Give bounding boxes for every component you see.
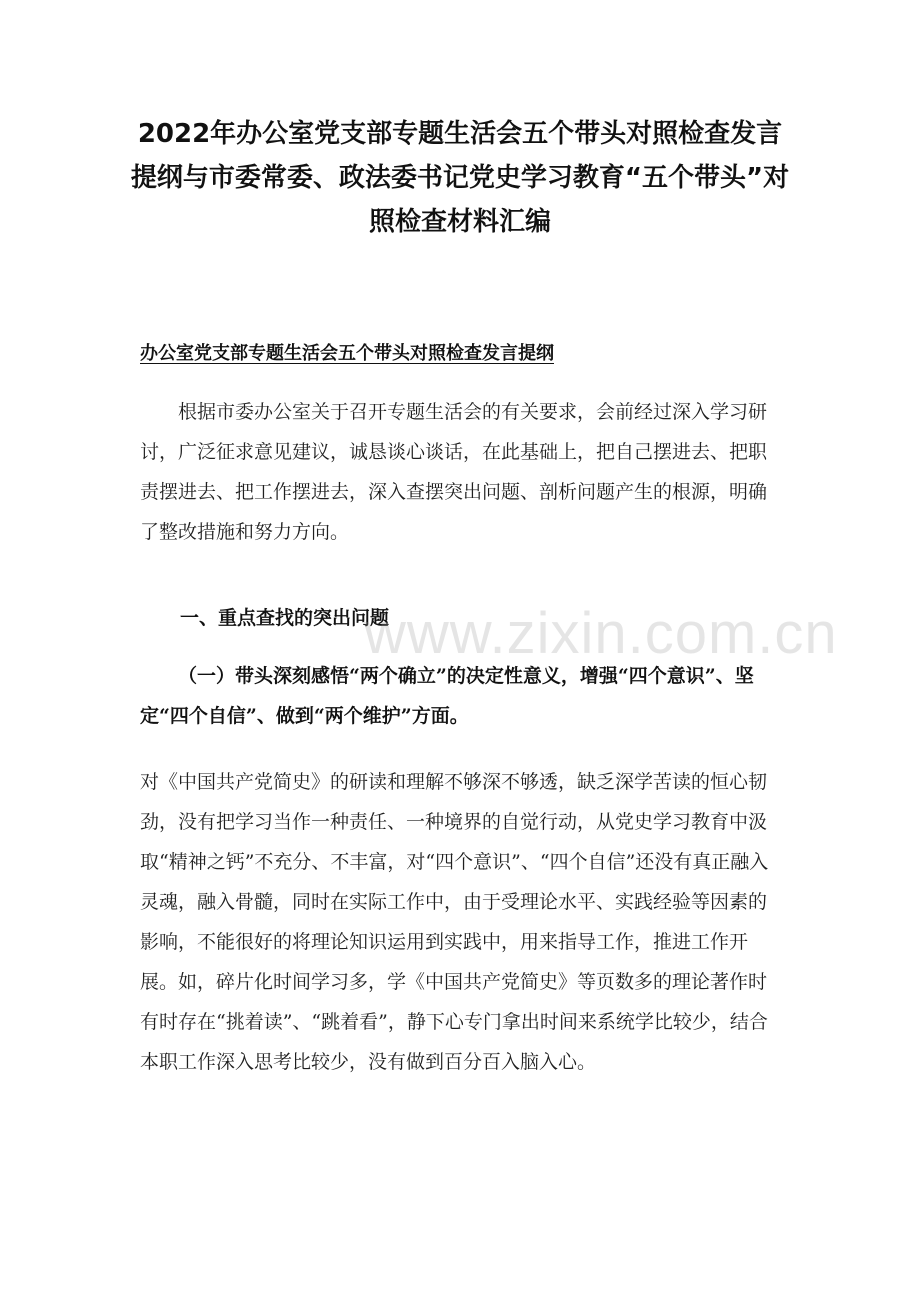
- intro-paragraph: 根据市委办公室关于召开专题生活会的有关要求，会前经过深入学习研讨，广泛征求意见建议，诚恳谈心谈话，在此基础上，把自己摆进去、把职责摆进去、把工作摆进去，深入查摆突出问题、剖析问题产生的根源，明确了整改措施和努力方向。: [140, 401, 768, 543]
- heading-key-problems: 一、重点查找的突出问题: [180, 607, 390, 629]
- site-watermark: www.zixin.com.cn: [364, 601, 838, 666]
- section-heading: 办公室党支部专题生活会五个带头对照检查发言提纲: [140, 343, 554, 364]
- body-paragraph: 对《中国共产党简史》的研读和理解不够深不够透，缺乏深学苦读的恒心韧劲，没有把学习当作一种责任、一种境界的自觉行动，从党史学习教育中汲取“精神之钙”不充分、不丰富，对“四个意识”、“四个自信”还没有真正融入灵魂，融入骨髓，同时在实际工作中，由于受理论水平、实践经验等因素的影响，不能很好的将理论知识运用到实践中，用来指导工作，推进工作开展。如，碎片化时间学习多，学《中国共产党简史》等页数多的理论著作时有时存在“挑着读”、“跳着看”，静下心专门拿出时间来系统学比较少，结合本职工作深入思考比较少，没有做到百分百入脑入心。: [140, 771, 769, 1073]
- sub-heading-two-establishments: （一）带头深刻感悟“两个确立”的决定性意义，增强“四个意识”、坚定“四个自信”、做到“两个维护”方面。: [140, 665, 754, 727]
- document-title: 2022年办公室党支部专题生活会五个带头对照检查发言提纲与市委常委、政法委书记党史学习教育“五个带头”对照检查材料汇编: [130, 119, 790, 237]
